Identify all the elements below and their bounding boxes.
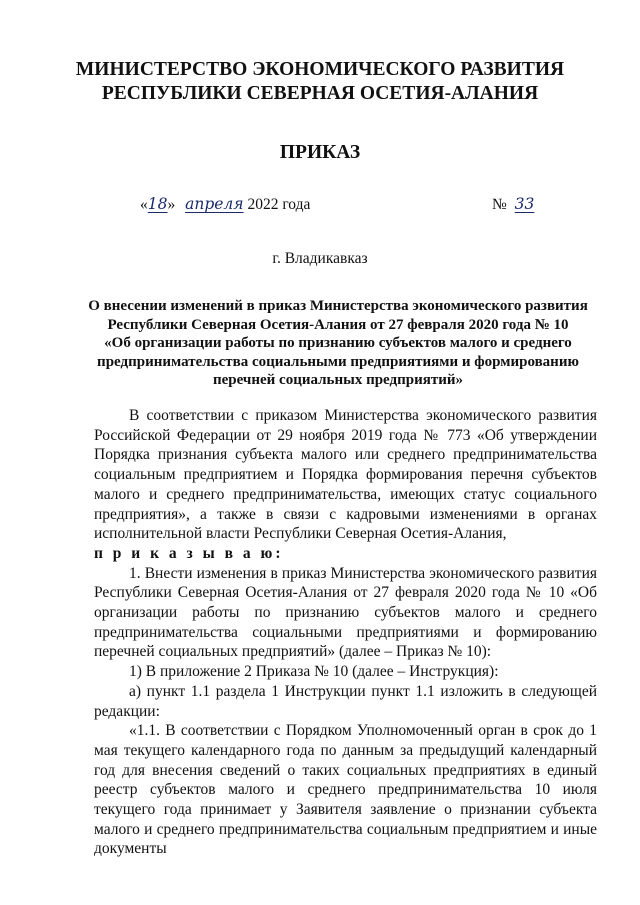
number-label: № xyxy=(492,196,507,213)
order-word xyxy=(94,544,597,564)
ministry-line-1: МИНИСТЕРСТВО ЭКОНОМИЧЕСКОГО РАЗВИТИЯ xyxy=(75,59,565,80)
number-value: 33 xyxy=(514,195,535,213)
title-line: «Об организации работы по признанию субъектов малого и среднего xyxy=(104,335,572,352)
paragraph-subitem-a: а) пункт 1.1 раздела 1 Инструкции пункт 1.1 изложить в следующей редакции: xyxy=(94,682,597,720)
date-line xyxy=(140,195,310,214)
ministry-line-2: РЕСПУБЛИКИ СЕВЕРНАЯ ОСЕТИЯ-АЛАНИЯ xyxy=(101,83,539,104)
city: г. Владикавказ xyxy=(272,250,368,267)
date-month: апреля xyxy=(185,195,244,213)
order-word-text: п р и к а з ы в а ю: xyxy=(94,544,284,562)
date-day: 18 xyxy=(147,195,168,213)
title-line: О внесении изменений в приказ Министерства экономического развития xyxy=(88,298,588,314)
title-line: предпринимательства социальными предприятиями и формированию xyxy=(97,353,579,370)
ministry-header xyxy=(0,58,640,106)
paragraph-quote-1-1: «1.1. В соответствии с Порядком Уполномоченный орган в срок до 1 мая текущего календарного года по данным за предыдущий календарный год для внесения сведений о таких социальных предприятиях в единый реестр субъектов малого и среднего предпринимательства 10 июля текущего года принимает у Заявителя заявление о признании субъекта малого и среднего предпринимательства социальным предприятием и иные документы xyxy=(94,722,597,858)
paragraph-item-1: 1. Внести изменения в приказ Министерства экономического развития Республики Северная Осетия-Алания от 27 февраля 2020 года № 10 «Об организации работы по признанию субъектов малого и среднего предпринимательства социальными предприятиями и формированию перечней социальных предприятий» (далее – Приказ № 10): xyxy=(94,564,597,661)
title-line: Республики Северная Осетия-Алания от 27 февраля 2020 года № 10 xyxy=(107,316,569,333)
date-year: 2022 года xyxy=(247,196,311,213)
title-line: перечней социальных предприятий» xyxy=(212,372,464,389)
date-quote-close: » xyxy=(167,196,176,213)
number-line xyxy=(492,195,534,214)
doc-type-heading: ПРИКАЗ xyxy=(279,142,361,163)
document-body xyxy=(94,406,597,859)
date-quote-open: « xyxy=(140,196,148,213)
document-title xyxy=(88,297,588,390)
paragraph-preamble: В соответствии с приказом Министерства экономического развития Российской Федерации от 29 ноября 2019 года № 773 «Об утверждении Порядка признания субъекта малого или среднего предпринимательства социальным предприятием и Порядка формирования перечня субъектов малого и среднего предпринимательства, имеющих статус социального предприятия», а также в связи с кадровыми изменениями в органах исполнительной власти Республики Северная Осетия-Алания, xyxy=(94,407,597,543)
paragraph-subitem-1: 1) В приложение 2 Приказа № 10 (далее – Инструкция): xyxy=(129,663,499,681)
